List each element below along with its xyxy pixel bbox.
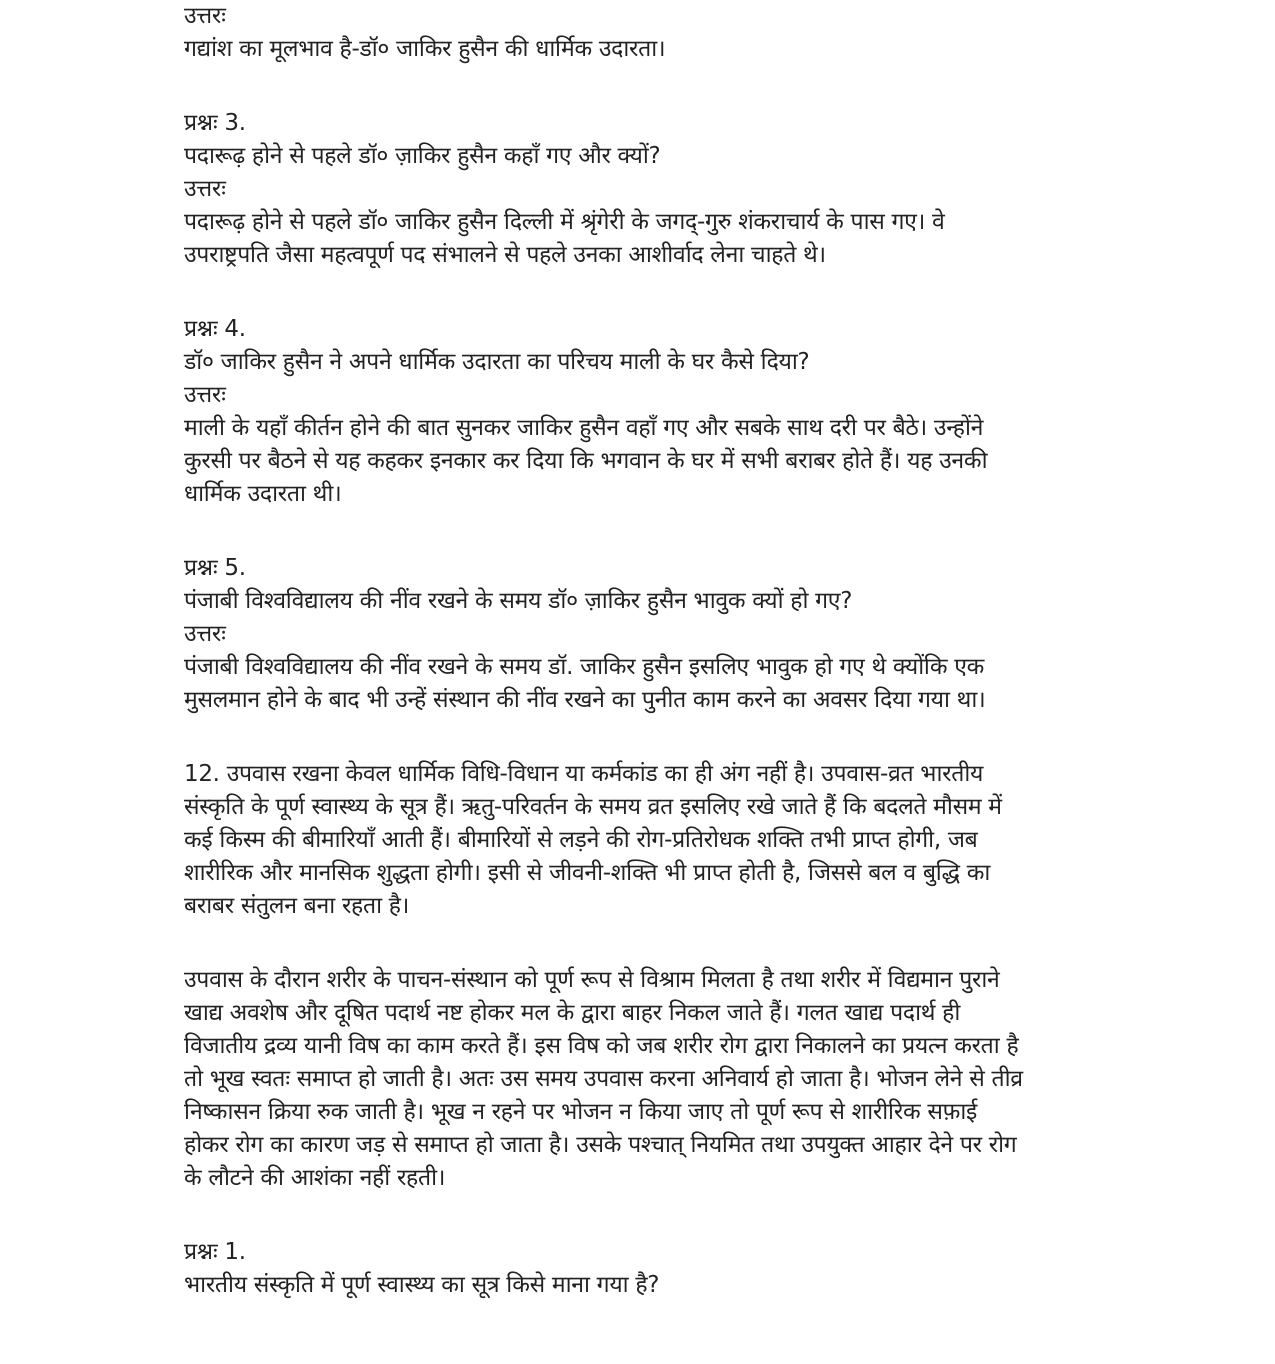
passage-line: तो भूख स्वतः समाप्त हो जाती है। अतः उस समय उपवास करना अनिवार्य हो जाता है। भोजन लेने से तीव्र <box>184 1066 1023 1092</box>
question-block-q4 <box>184 313 1164 511</box>
question-text: डॉ० जाकिर हुसैन ने अपने धार्मिक उदारता का परिचय माली के घर कैसे दिया? <box>184 349 810 375</box>
answer-text: पंजाबी विश्वविद्यालय की नींव रखने के समय डॉ. जाकिर हुसैन इसलिए भावुक हो गए थे क्योंकि एक <box>184 654 984 680</box>
passage-line: निष्कासन क्रिया रुक जाती है। भूख न रहने पर भोजन न किया जाए तो पूर्ण रूप से शारीरिक सफ़ाई <box>184 1099 978 1125</box>
passage-line: 12. उपवास रखना केवल धार्मिक विधि-विधान या कर्मकांड का ही अंग नहीं है। उपवास-व्रत भारतीय <box>184 761 984 787</box>
passage-line: उपवास के दौरान शरीर के पाचन-संस्थान को पूर्ण रूप से विश्राम मिलता है तथा शरीर में विद्यमान पुराने <box>184 967 1000 993</box>
answer-label: उत्तरः <box>184 3 226 29</box>
spacer <box>184 923 1164 964</box>
answer-label: उत्तरः <box>184 176 226 202</box>
passage-line: बराबर संतुलन बना रहता है। <box>184 893 410 919</box>
spacer <box>184 1195 1164 1236</box>
question-block-passage-12-q1 <box>184 1236 1164 1302</box>
passage-line: होकर रोग का कारण जड़ से समाप्त हो जाता है। उसके पश्चात् नियमित तथा उपयुक्त आहार देने पर रोग <box>184 1132 1017 1158</box>
answer-text: कुरसी पर बैठने से यह कहकर इनकार कर दिया कि भगवान के घर में सभी बराबर होते हैं। यह उनकी <box>184 448 988 474</box>
question-text: पदारूढ़ होने से पहले डॉ० ज़ाकिर हुसैन कहाँ गए और क्यों? <box>184 143 661 169</box>
question-number: प्रश्नः 1. <box>184 1239 246 1265</box>
spacer <box>184 272 1164 313</box>
question-block-q3 <box>184 107 1164 272</box>
answer-text: धार्मिक उदारता थी। <box>184 481 342 507</box>
answer-text: पदारूढ़ होने से पहले डॉ० जाकिर हुसैन दिल्ली में श्रृंगेरी के जगद्-गुरु शंकराचार्य के पास गए। वे <box>184 209 945 235</box>
passage-paragraph-1 <box>184 758 1164 923</box>
question-number: प्रश्नः 4. <box>184 316 246 342</box>
document-page <box>184 0 1164 1302</box>
passage-line: शारीरिक और मानसिक शुद्धता होगी। इसी से जीवनी-शक्ति भी प्राप्त होती है, जिससे बल व बुद्धि का <box>184 860 991 886</box>
question-number: प्रश्नः 3. <box>184 110 246 136</box>
passage-line: के लौटने की आशंका नहीं रहती। <box>184 1165 446 1191</box>
passage-line: संस्कृति के पूर्ण स्वास्थ्य के सूत्र हैं। ऋतु-परिवर्तन के समय व्रत इसलिए रखे जाते हैं कि बदलते मौसम में <box>184 794 1002 820</box>
answer-block-q2 <box>184 0 1164 66</box>
answer-label: उत्तरः <box>184 382 226 408</box>
spacer <box>184 717 1164 758</box>
answer-text: माली के यहाँ कीर्तन होने की बात सुनकर जाकिर हुसैन वहाँ गए और सबके साथ दरी पर बैठे। उन्होंने <box>184 415 984 441</box>
spacer <box>184 66 1164 107</box>
answer-label: उत्तरः <box>184 621 226 647</box>
answer-text: उपराष्ट्रपति जैसा महत्वपूर्ण पद संभालने से पहले उनका आशीर्वाद लेना चाहते थे। <box>184 242 826 268</box>
passage-line: विजातीय द्रव्य यानी विष का काम करते हैं। इस विष को जब शरीर रोग द्वारा निकालने का प्रयत्न करता है <box>184 1033 1019 1059</box>
question-block-q5 <box>184 552 1164 717</box>
spacer <box>184 511 1164 552</box>
question-number: प्रश्नः 5. <box>184 555 246 581</box>
passage-line: खाद्य अवशेष और दूषित पदार्थ नष्ट होकर मल के द्वारा बाहर निकल जाते हैं। गलत खाद्य पदार्थ ही <box>184 1000 961 1026</box>
answer-text: मुसलमान होने के बाद भी उन्हें संस्थान की नींव रखने का पुनीत काम करने का अवसर दिया गया था। <box>184 687 986 713</box>
answer-text: गद्यांश का मूलभाव है-डॉ० जाकिर हुसैन की धार्मिक उदारता। <box>184 36 666 62</box>
passage-paragraph-2 <box>184 964 1164 1195</box>
question-text: पंजाबी विश्वविद्यालय की नींव रखने के समय डॉ० ज़ाकिर हुसैन भावुक क्यों हो गए? <box>184 588 853 614</box>
passage-line: कई किस्म की बीमारियाँ आती हैं। बीमारियों से लड़ने की रोग-प्रतिरोधक शक्ति तभी प्राप्त होगी, जब <box>184 827 978 853</box>
question-text: भारतीय संस्कृति में पूर्ण स्वास्थ्य का सूत्र किसे माना गया है? <box>184 1272 660 1298</box>
